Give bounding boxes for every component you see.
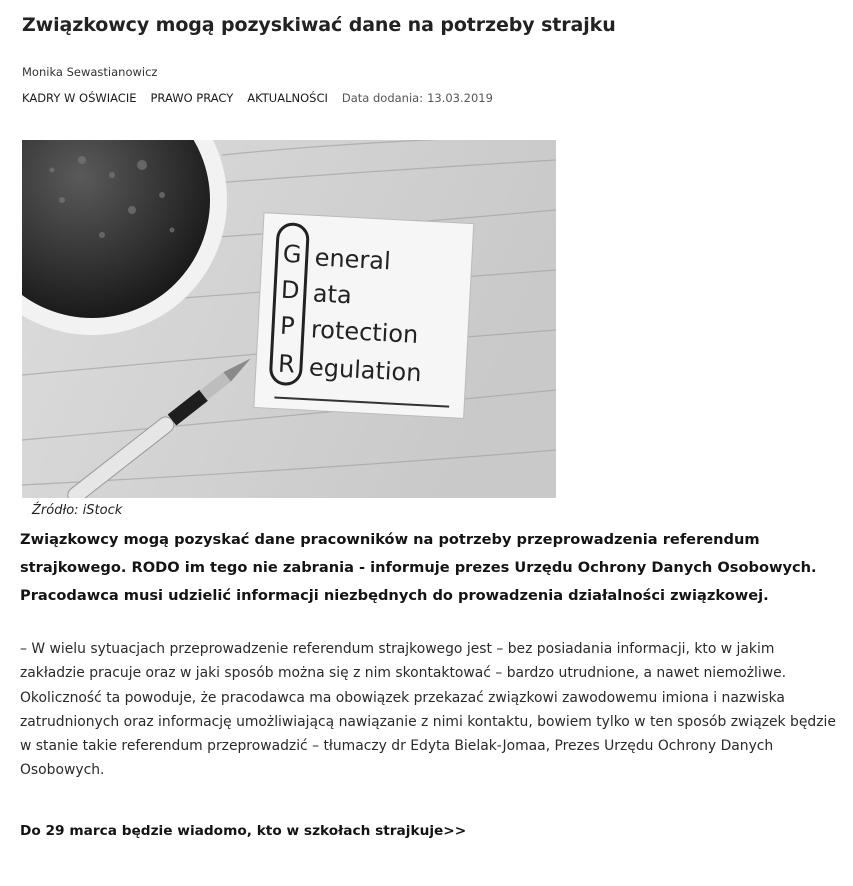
related-article-link[interactable]: Do 29 marca będzie wiadomo, kto w szkołach strajkuje>>	[20, 823, 467, 839]
article-title: Związkowcy mogą pozyskiwać dane na potrzeby strajku	[22, 14, 616, 36]
note-word-rotection: rotection	[310, 315, 419, 349]
article-lead: Związkowcy mogą pozyskać dane pracowników na potrzeby przeprowadzenia referendum strajkowego. RODO im tego nie zabrania - informuje prezes Urzędu Ochrony Danych Osobowych. Pracodawca musi udzielić informacji niezbędnych do prowadzenia działalności związkowej.	[20, 531, 817, 604]
date-label: Data dodania:	[341, 91, 424, 105]
article-author[interactable]: Monika Sewastianowicz	[22, 65, 158, 79]
image-source: Źródło: iStock	[32, 503, 123, 518]
note-letter-g: G	[282, 239, 303, 269]
category-link-kadry[interactable]: KADRY W OŚWIACIE	[22, 91, 137, 105]
note-word-egulation: egulation	[308, 353, 423, 388]
note-word-eneral: eneral	[314, 243, 392, 276]
article-image	[22, 140, 556, 498]
note-letter-d: D	[280, 275, 301, 305]
category-link-prawo-pracy[interactable]: PRAWO PRACY	[150, 91, 234, 105]
note-letter-p: P	[279, 311, 296, 341]
note-word-ata: ata	[312, 279, 353, 310]
article-body: – W wielu sytuacjach przeprowadzenie referendum strajkowego jest – bez posiadania informacji, kto w jakim zakładzie pracuje oraz w jaki sposób można się z nim skontaktować – bardzo utrudnione, a nawet niemożliwe. Okoliczność ta powoduje, że pracodawca ma obowiązek przekazać związkowi zawodowemu imiona i nazwiska zatrudnionych oraz informację umożliwiającą nawiązanie z nimi kontaktu, bowiem tylko w ten sposób związek będzie w stanie takie referendum przeprowadzić – tłumaczy dr Edyta Bielak-Jomaa, Prezes Urzędu Ochrony Danych Osobowych.	[20, 641, 836, 779]
category-link-aktualnosci[interactable]: AKTUALNOŚCI	[247, 91, 328, 105]
article-meta	[22, 91, 493, 105]
gdpr-photo	[22, 140, 556, 498]
note-letter-r: R	[277, 349, 296, 379]
date-value: 13.03.2019	[427, 91, 493, 105]
